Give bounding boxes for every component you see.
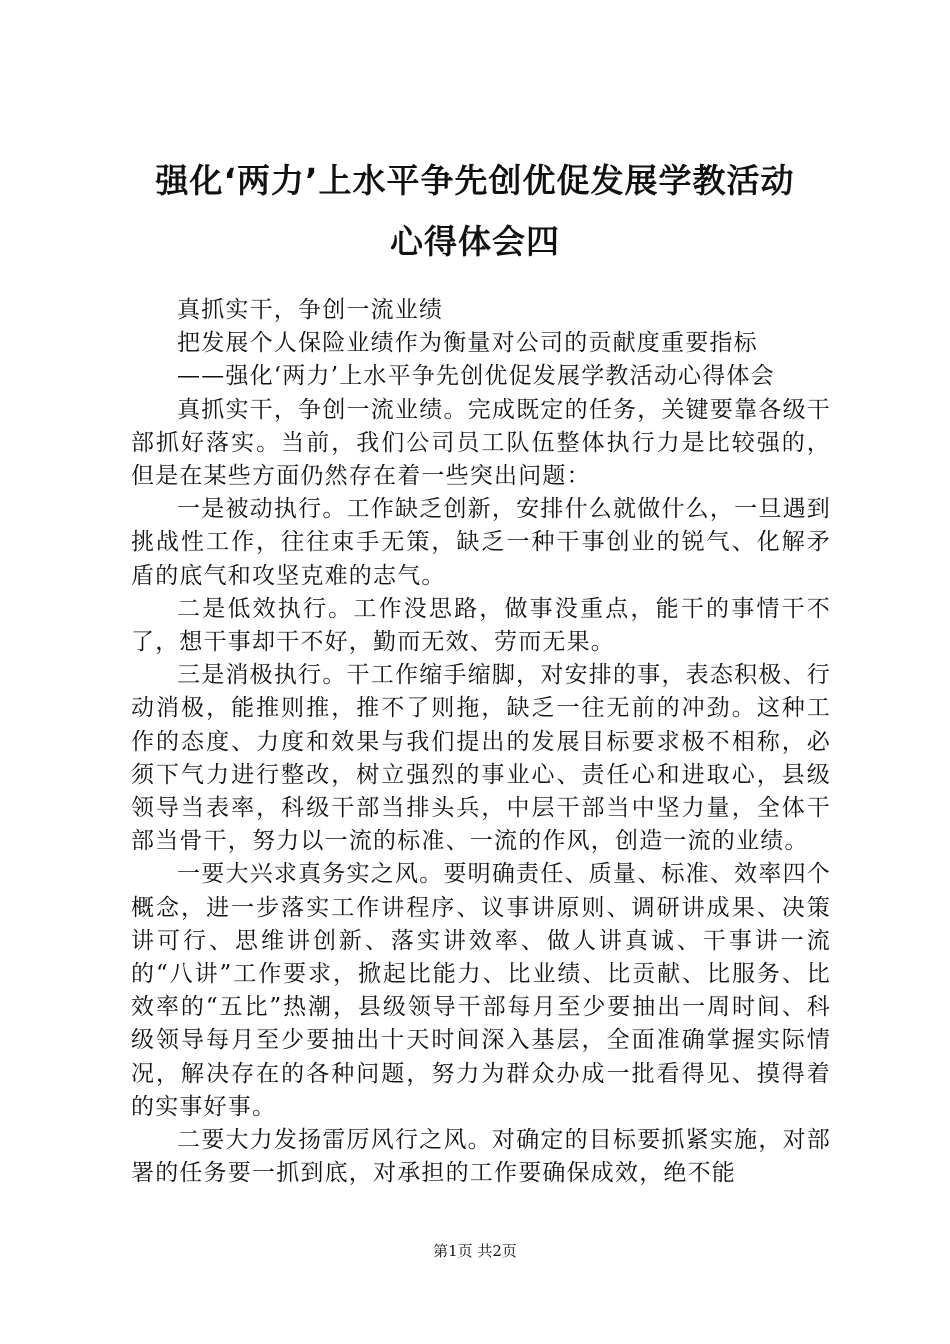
body-paragraph-8: 一要大兴求真务实之风。要明确责任、质量、标准、效率四个概念，进一步落实工作讲程序、议事讲原则、调研讲成果、决策讲可行、思维讲创新、落实讲效率、做人讲真诚、干事讲一流的“八讲”工作要求，掀起比能力、比业绩、比贡献、比服务、比效率的“五比”热潮，县级领导干部每月至少要抽出一周时间、科级领导每月至少要抽出十天时间深入基层，全面准确掌握实际情况，解决存在的各种问题，努力为群众办成一批看得见、摸得着的实事好事。 [131, 861, 831, 1120]
body-paragraph-6: 二是低效执行。工作没思路，做事没重点，能干的事情干不了，想干事却干不好，勤而无效、劳而无果。 [131, 595, 831, 656]
page-footer: 第1页 共2页 [433, 1242, 517, 1260]
document-title [126, 150, 824, 272]
body-paragraph-5: 一是被动执行。工作缺乏创新，安排什么就做什么，一旦遇到挑战性工作，往往束手无策，缺乏一种干事创业的锐气、化解矛盾的底气和攻坚克难的志气。 [131, 496, 831, 589]
document-body [131, 294, 831, 1190]
body-paragraph-4: 真抓实干，争创一流业绩。完成既定的任务，关键要靠各级干部抓好落实。当前，我们公司员工队伍整体执行力是比较强的，但是在某些方面仍然存在着一些突出问题： [131, 396, 831, 490]
document-title-line-1: 强化‘两力’上水平争先创优促发展学教活动 [155, 161, 795, 200]
body-paragraph-3: ——强化‘两力’上水平争先创优促发展学教活动心得体会 [177, 363, 775, 390]
document-title-line-2: 心得体会四 [390, 222, 560, 261]
body-paragraph-1: 真抓实干，争创一流业绩 [177, 297, 444, 323]
body-paragraph-7: 三是消极执行。干工作缩手缩脚，对安排的事，表态积极、行动消极，能推则推，推不了则拖，缺乏一往无前的冲劲。这种工作的态度、力度和效果与我们提出的发展目标要求极不相称，必须下气力进行整改，树立强烈的事业心、责任心和进取心，县级领导当表率，科级干部当排头兵，中层干部当中坚力量，全体干部当骨干，努力以一流的标准、一流的作风，创造一流的业绩。 [131, 662, 831, 855]
body-paragraph-9: 二要大力发扬雷厉风行之风。对确定的目标要抓紧实施，对部署的任务要一抓到底，对承担的工作要确保成效，绝不能 [131, 1127, 831, 1187]
body-paragraph-2: 把发展个人保险业绩作为衡量对公司的贡献度重要指标 [177, 330, 758, 357]
